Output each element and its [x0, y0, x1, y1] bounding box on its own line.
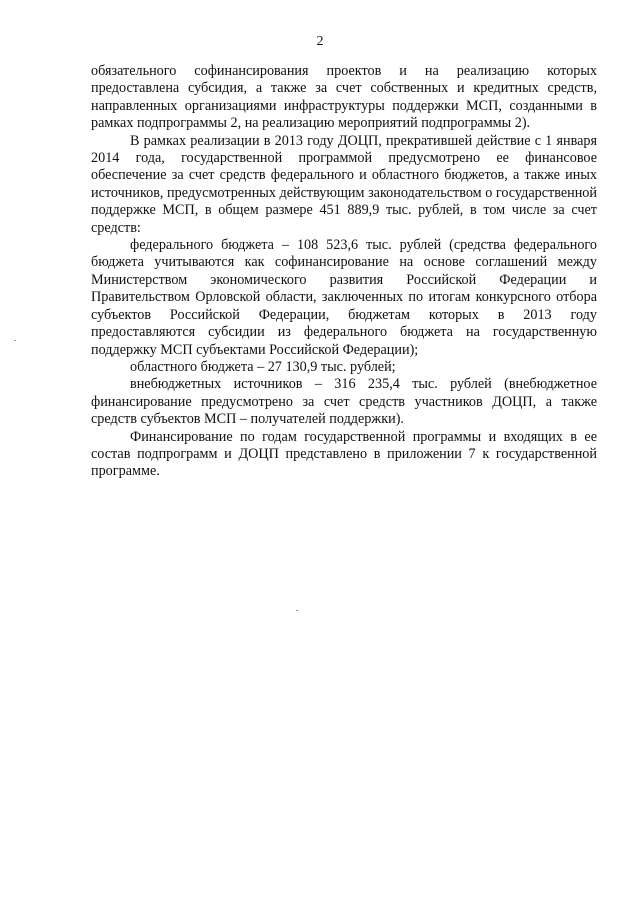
paragraph-federal-budget: федерального бюджета – 108 523,6 тыс. рублей (средства федерального бюджета учитываются как софинансирование на основе соглашений между Министерством экономического развития Российской Федерации и Правительством Орловской области, заключенных по итогам конкурсного отбора субъектов Российской Федерации, бюджетам которых в 2013 году предоставляются субсидии из федерального бюджета на государственную поддержку МСП субъектами Российской Федерации);: [91, 237, 597, 358]
page-number: 2: [316, 34, 324, 49]
paragraph-regional-budget: областного бюджета – 27 130,9 тыс. рублей;: [130, 358, 396, 375]
paragraph-implementation-2013: В рамках реализации в 2013 году ДОЦП, прекратившей действие с 1 января 2014 года, государственной программой предусмотрено ее финансовое обеспечение за счет средств федерального и областного бюджетов, а также иных источников, предусмотренных действующим законодательством о государственной поддержке МСП, в общем размере 451 889,9 тыс. рублей, в том числе за счет средств:: [91, 132, 597, 236]
body-text: [91, 63, 597, 481]
paragraph-continuation: обязательного софинансирования проектов и на реализацию которых предоставлена субсидия, а также за счет собственных и кредитных средств, направленных организациями инфраструктуры поддержки МСП, созданными в рамках подпрограммы 2, на реализацию мероприятий подпрограммы 2).: [91, 63, 597, 132]
paragraph-annex-reference: Финансирование по годам государственной программы и входящих в ее состав подпрограмм и ДОЦП представлено в приложении 7 к государственной программе.: [91, 428, 597, 480]
scan-speck: [296, 610, 298, 611]
scan-speck: [14, 340, 16, 341]
paragraph-extrabudgetary: внебюджетных источников – 316 235,4 тыс. рублей (внебюджетное финансирование предусмотрено за счет средств участников ДОЦП, а также средств субъектов МСП – получателей поддержки).: [91, 376, 597, 428]
